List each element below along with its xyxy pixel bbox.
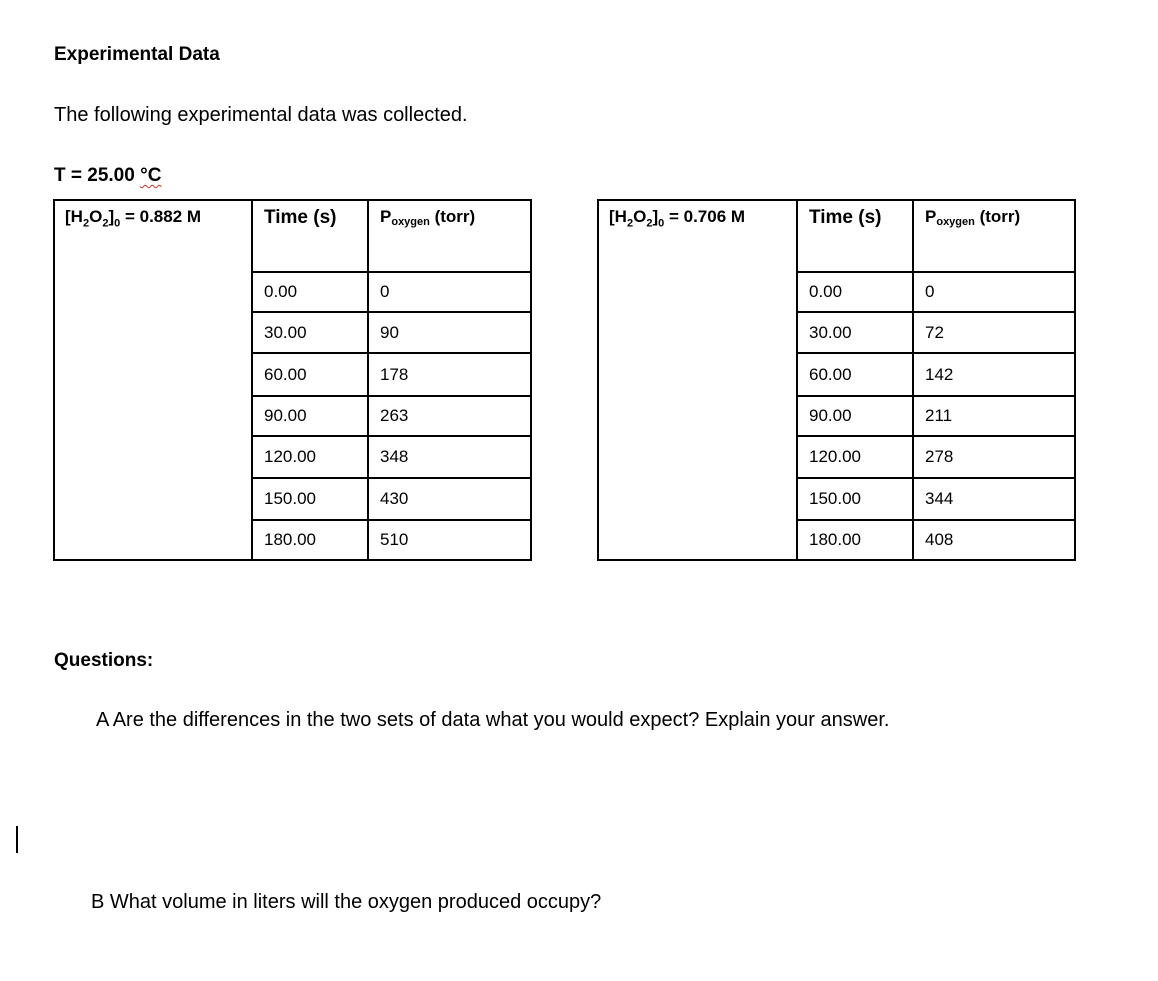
time-header: Time (s) xyxy=(252,200,368,272)
text-cursor[interactable] xyxy=(16,826,18,853)
time-cell: 120.00 xyxy=(797,436,913,478)
concentration-cell: $[H_2O_2]_0 = 0.882$ M xyxy=(54,200,252,560)
pressure-cell: 0 xyxy=(913,272,1075,312)
time-cell: 150.00 xyxy=(252,478,368,520)
temperature-value: T = 25.00 xyxy=(54,165,141,186)
intro-text: The following experimental data was collected. xyxy=(54,104,468,126)
time-cell: 60.00 xyxy=(797,353,913,396)
time-cell: 90.00 xyxy=(797,396,913,436)
time-cell: 180.00 xyxy=(797,520,913,560)
pressure-cell: 211 xyxy=(913,396,1075,436)
time-cell: 60.00 xyxy=(252,353,368,396)
pressure-cell: 72 xyxy=(913,312,1075,353)
questions-heading: Questions: xyxy=(54,650,154,671)
pressure-cell: 178 xyxy=(368,353,531,396)
pressure-cell: 408 xyxy=(913,520,1075,560)
time-cell: 150.00 xyxy=(797,478,913,520)
pressure-cell: 430 xyxy=(368,478,531,520)
pressure-cell: 0 xyxy=(368,272,531,312)
pressure-cell: 278 xyxy=(913,436,1075,478)
time-cell: 120.00 xyxy=(252,436,368,478)
time-cell: 180.00 xyxy=(252,520,368,560)
data-table-1 xyxy=(53,199,532,561)
pressure-header: $P_{oxygen}$ (torr) xyxy=(368,200,531,272)
temperature-label xyxy=(54,165,161,187)
question-b: B What volume in liters will the oxygen produced occupy? xyxy=(91,891,602,913)
pressure-cell: 348 xyxy=(368,436,531,478)
time-cell: 30.00 xyxy=(797,312,913,353)
time-cell: 90.00 xyxy=(252,396,368,436)
data-table-2 xyxy=(597,199,1076,561)
pressure-cell: 263 xyxy=(368,396,531,436)
section-heading: Experimental Data xyxy=(54,44,220,65)
temperature-unit: °C xyxy=(140,165,162,186)
pressure-cell: 344 xyxy=(913,478,1075,520)
pressure-cell: 510 xyxy=(368,520,531,560)
time-cell: 0.00 xyxy=(252,272,368,312)
concentration-cell: $[H_2O_2]_0 = 0.706$ M xyxy=(598,200,797,560)
time-cell: 0.00 xyxy=(797,272,913,312)
pressure-cell: 90 xyxy=(368,312,531,353)
pressure-cell: 142 xyxy=(913,353,1075,396)
time-cell: 30.00 xyxy=(252,312,368,353)
pressure-header: $P_{oxygen}$ (torr) xyxy=(913,200,1075,272)
time-header: Time (s) xyxy=(797,200,913,272)
question-a: A Are the differences in the two sets of data what you would expect? Explain your answer. xyxy=(96,709,890,731)
